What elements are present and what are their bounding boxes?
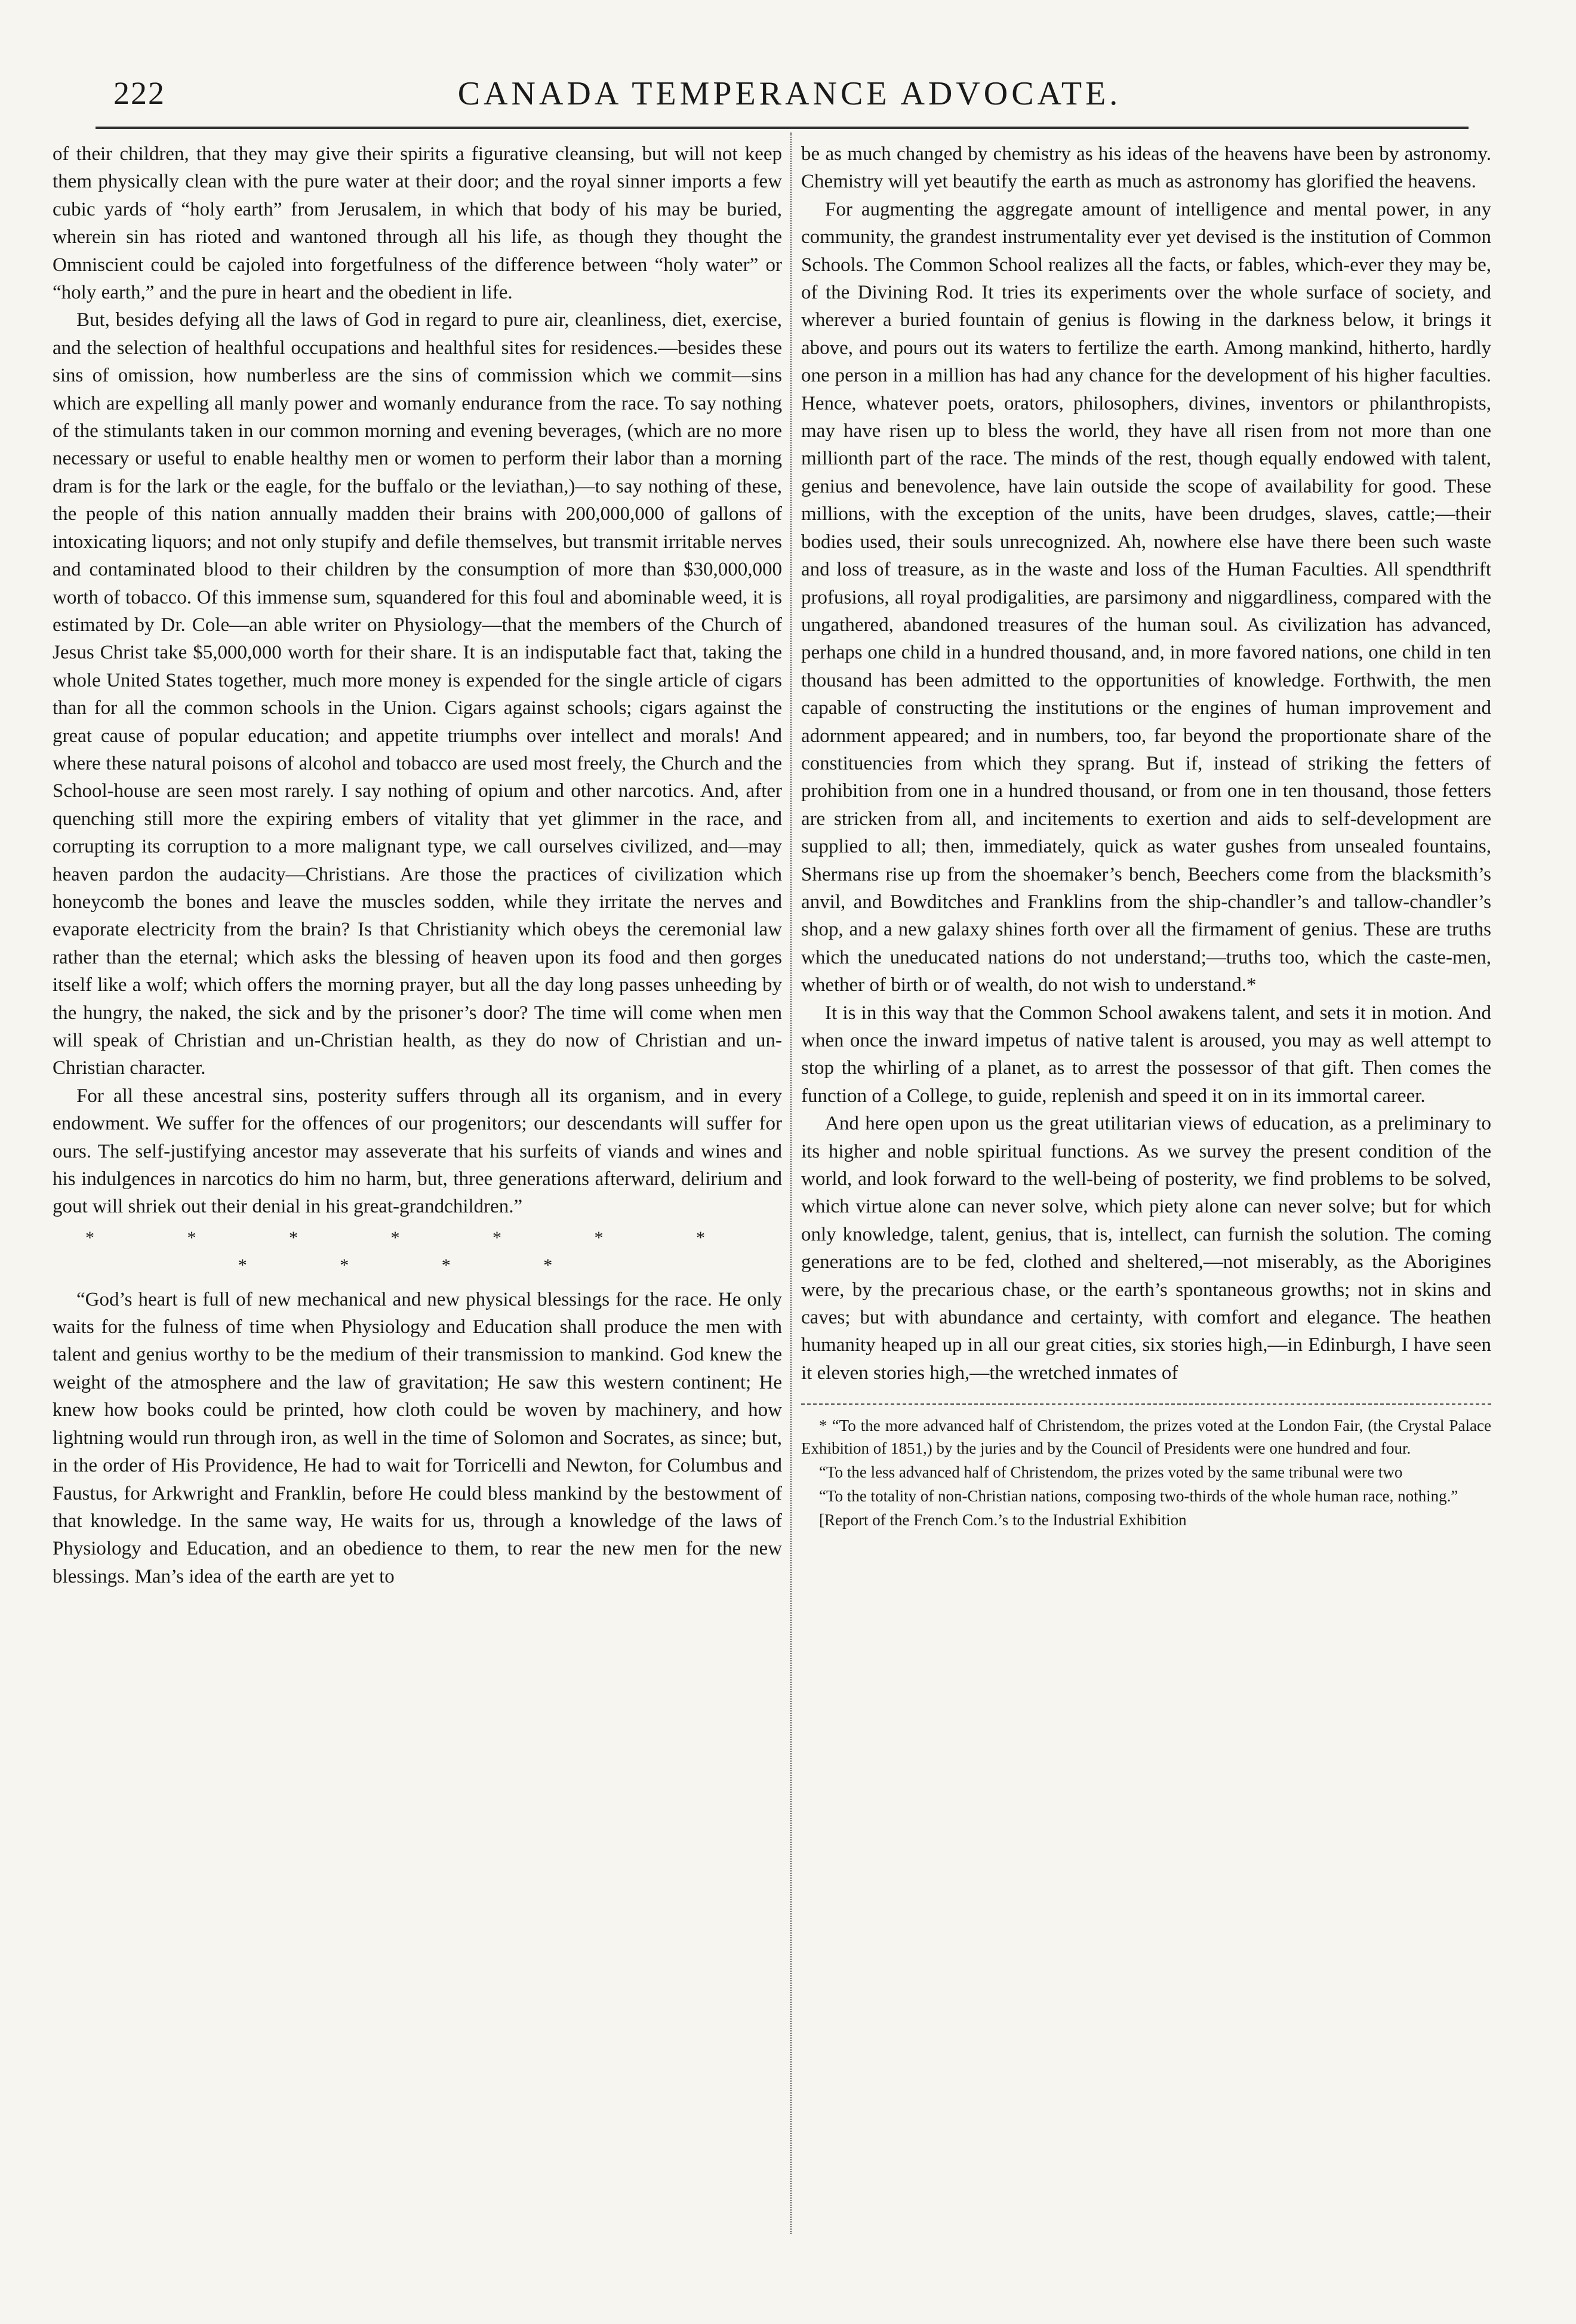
footnote: * “To the more advanced half of Christendom, the prizes voted at the London Fair, (the Crystal Palace Exhibition of 1851,) by the juries and by the Council of Presidents were one hundred and four.: [801, 1417, 1491, 1458]
footnote: “To the less advanced half of Christendom, the prizes voted by the same tribunal were two: [819, 1463, 1403, 1482]
page-number: 222: [113, 75, 165, 111]
paragraph: But, besides defying all the laws of God in regard to pure air, cleanliness, diet, exercise, and the selection of healthful occupations and healthful sites for residences.—besides these sins of omission, how numberless are the sins of commission which we commit—sins which are expelling all manly power and womanly endurance from the race. To say nothing of the stimulants taken in our common morning and evening beverages, (which are no more necessary or useful to enable healthy men or women to perform their labor than a morning dram is for the lark or the eagle, for the buffalo or the leviathan,)—to say nothing of these, the people of this nation annually madden their brains with 200,000,000 of gallons of intoxicating liquors; and not only stupify and defile themselves, but transmit irritable nerves and contaminated blood to their children by the consumption of more than $30,000,000 worth of tobacco. Of this immense sum, squandered for this foul and abominable weed, it is estimated by Dr. Cole—an able writer on Physiology—that the members of the Church of Jesus Christ take $5,000,000 worth for their share. It is an indisputable fact that, taking the whole United States together, much more money is expended for the single article of cigars than for all the common schools in the Union. Cigars against schools; cigars against the great cause of popular education; and appetite triumphs over intellect and morals! And where these natural poisons of alcohol and tobacco are used most freely, the Church and the School-house are seen most rarely. I say nothing of opium and other narcotics. And, after quenching still more the expiring embers of vitality that yet glimmer in the race, and corrupting its corruption to a more malignant type, we call ourselves civilized, and—may heaven pardon the audacity—Christians. Are those the practices of civilization which honeycomb the bones and leave the muscles sodden, while they irritate the nerves and evaporate electricity from the brain? Is that Christianity which obeys the ceremonial law rather than the eternal; which asks the blessing of heaven upon its food and then gorges itself like a wolf; which offers the morning prayer, but all the day long passes unheeding by the hungry, the naked, the sick and by the prisoner’s door? The time will come when men will speak of Christian and un-Christian health, as they do now of Christian and un-Christian character.: [53, 309, 782, 1079]
right-column: [801, 140, 1491, 1532]
column-divider: [790, 133, 792, 2234]
paragraph: For augmenting the aggregate amount of intelligence and mental power, in any community, the grandest instrumentality ever yet devised is the institution of Common Schools. The Common School realizes all the facts, or fables, which-ever they may be, of the Divining Rod. It tries its experiments over the whole surface of society, and wherever a buried fountain of genius is flowing in the darkness below, it brings it above, and pours out its waters to fertilize the earth. Among mankind, hitherto, hardly one person in a million has had any chance for the development of his higher faculties. Hence, whatever poets, orators, philosophers, divines, inventors or philanthropists, may have risen up to bless the world, they have all risen from not more than one millionth part of the race. The minds of the rest, though equally endowed with talent, genius and benevolence, have lain outside the scope of availability for good. These millions, with the exception of the units, have been drudges, slaves, cattle;—their bodies used, their souls unrecognized. Ah, nowhere else have there been such waste and loss of treasure, as in the waste and loss of the Human Faculties. All spendthrift profusions, all royal prodigalities, are parsimony and niggardliness, compared with the ungathered, abandoned treasures of the human soul. As civilization has advanced, perhaps one child in a hundred thousand, and, in more favored nations, one child in ten thousand has been admitted to the opportunities of knowledge. Forthwith, the men capable of constructing the institutions or the engines of human improvement and adornment appeared; and in numbers, too, far beyond the proportionate share of the constituencies from which they sprang. But if, instead of striking the fetters of prohibition from one in a hundred thousand, or from one in ten thousand, those fetters are stricken from all, and incitements to exertion and aids to self-development are supplied to all; then, immediately, quick as water gushes from unsealed fountains, Shermans rise up from the shoemaker’s bench, Beechers come from the blacksmith’s anvil, and Bowditches and Franklins from the ship-chandler’s and tallow-chandler’s shop, and a new galaxy shines forth over all the firmament of genius. These are truths which the uneducated nations do not understand;—truths too, which the caste-men, whether of birth or of wealth, do not wish to understand.*: [801, 198, 1491, 996]
header-rule: [96, 127, 1469, 129]
paragraph: be as much changed by chemistry as his ideas of the heavens have been by astronomy. Chemistry will yet beautify the earth as much as astronomy has glorified the heavens.: [801, 143, 1491, 193]
footnote-rule: [801, 1403, 1491, 1405]
paragraph: For all these ancestral sins, posterity suffers through all its organism, and in every endowment. We suffer for the offences of our progenitors; our descendants will suffer for ours. The self-justifying ancestor may asseverate that his surfeits of viands and wines and his indulgences in narcotics do him no harm, but, three generations afterward, delirium and gout will shriek out their denial in his great-grandchildren.”: [53, 1085, 782, 1218]
running-title: CANADA TEMPERANCE ADVOCATE.: [457, 75, 1122, 112]
footnote: “To the totality of non-Christian nations, composing two-thirds of the whole human race, nothing.”: [819, 1487, 1458, 1506]
left-column: [53, 140, 782, 1590]
footnote: [Report of the French Com.’s to the Industrial Exhibition: [819, 1511, 1187, 1529]
paragraph: It is in this way that the Common School awakens talent, and sets it in motion. And when once the inward impetus of native talent is aroused, you may as well attempt to stop the whirling of a planet, as to arrest the possessor of that gift. Then comes the function of a College, to guide, replenish and speed it on in its immortal career.: [801, 1002, 1491, 1107]
footnotes: [801, 1414, 1491, 1531]
paragraph: “God’s heart is full of new mechanical and new physical blessings for the race. He only waits for the fulness of time when Physiology and Education shall produce the men with talent and genius worthy to be the medium of their transmission to mankind. God knew the weight of the atmosphere and the law of gravitation; He saw this western continent; He knew how books could be printed, how cloth could be woven by machinery, and how lightning would run through iron, as well in the time of Solomon and Socrates, as since; but, in the order of His Providence, He had to wait for Torricelli and Newton, for Columbus and Faustus, for Arkwright and Franklin, before He could bless mankind by the bestowment of that knowledge. In the same way, He waits for us, through a knowledge of the laws of Physiology and Education, and an obedience to them, to rear the new men for the new blessings. Man’s idea of the earth are yet to: [53, 1288, 782, 1587]
paragraph: of their children, that they may give their spirits a figurative cleansing, but will not keep them physically clean with the pure water at their door; and the royal sinner imports a few cubic yards of “holy earth” from Jerusalem, in which that body of his may be buried, wherein sin has rioted and wantoned through all his life, as though they thought the Omniscient could be cajoled into forgetfulness of the difference between “holy water” or “holy earth,” and the pure in heart and the obedient in life.: [53, 143, 782, 304]
page-header: [113, 75, 1466, 116]
section-break-stars: * * * * * * * * * * *: [85, 1227, 749, 1276]
paragraph: And here open upon us the great utilitarian views of education, as a preliminary to its higher and noble spiritual functions. As we survey the present condition of the world, and look forward to the well-being of posterity, we find problems to be solved, which virtue alone can never solve, which piety alone can never solve; but for which only knowledge, talent, genius, that is, intellect, can furnish the solution. The coming generations are to be fed, clothed and sheltered,—not miserably, as the Aborigines were, by the precarious chase, or the earth’s spontaneous growths; not in skins and caves; but with abundance and certainty, with comfort and elegance. The heathen humanity heaped up in all our great cities, six stories high,—in Edinburgh, I have seen it eleven stories high,—the wretched inmates of: [801, 1113, 1491, 1384]
